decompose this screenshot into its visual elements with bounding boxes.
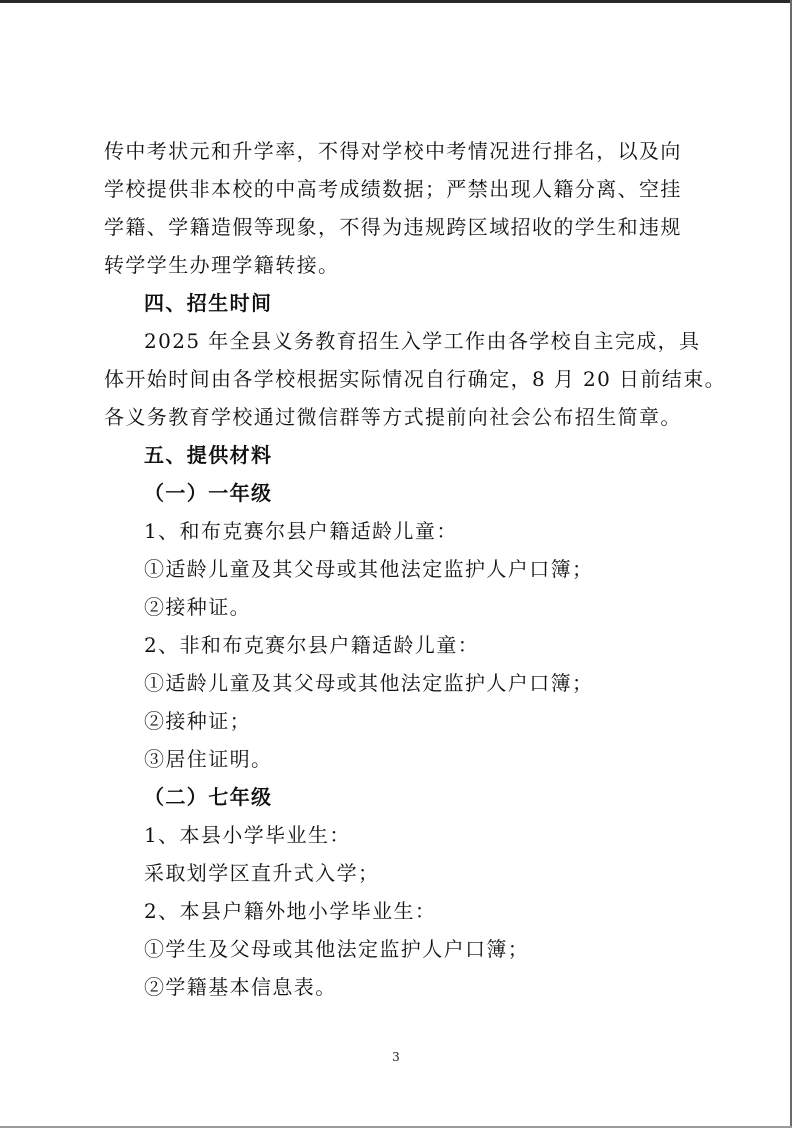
paragraph-line: 学籍、学籍造假等现象，不得为违规跨区域招收的学生和违规: [104, 215, 682, 239]
subsection-heading-grade1: （一）一年级: [144, 481, 273, 505]
section-heading-materials: 五、提供材料: [144, 443, 273, 467]
list-item: 1、本县小学毕业生：: [144, 823, 351, 847]
paragraph-line: 体开始时间由各学校根据实际情况自行确定，8 月 20 日前结束。: [104, 367, 727, 391]
list-item: ②学籍基本信息表。: [144, 975, 337, 999]
list-item: ②接种证；: [144, 709, 251, 733]
paragraph-line: 2025 年全县义务教育招生入学工作由各学校自主完成，具: [144, 329, 701, 353]
page-number: 3: [392, 1050, 400, 1064]
list-item: 2、非和布克赛尔县户籍适龄儿童：: [144, 633, 480, 657]
list-item: 2、本县户籍外地小学毕业生：: [144, 899, 437, 923]
list-item: ②接种证。: [144, 595, 251, 619]
subsection-heading-grade7: （二）七年级: [144, 785, 273, 809]
paragraph-line: 传中考状元和升学率，不得对学校中考情况进行排名，以及向: [104, 139, 682, 163]
list-item: ①适龄儿童及其父母或其他法定监护人户口簿；: [144, 671, 594, 695]
document-body: [104, 132, 727, 1006]
list-item: 采取划学区直升式入学；: [144, 861, 380, 885]
paragraph-line: 学校提供非本校的中高考成绩数据；严禁出现人籍分离、空挂: [104, 177, 682, 201]
section-heading-enrollment-time: 四、招生时间: [144, 291, 273, 315]
paragraph-line: 转学学生办理学籍转接。: [104, 253, 340, 277]
scan-edge-top: [0, 0, 792, 3]
paragraph-line: 各义务教育学校通过微信群等方式提前向社会公布招生简章。: [104, 405, 682, 429]
list-item: ③居住证明。: [144, 747, 273, 771]
list-item: ①适龄儿童及其父母或其他法定监护人户口簿；: [144, 557, 594, 581]
list-item: ①学生及父母或其他法定监护人户口簿；: [144, 937, 530, 961]
list-item: 1、和布克赛尔县户籍适龄儿童：: [144, 519, 458, 543]
